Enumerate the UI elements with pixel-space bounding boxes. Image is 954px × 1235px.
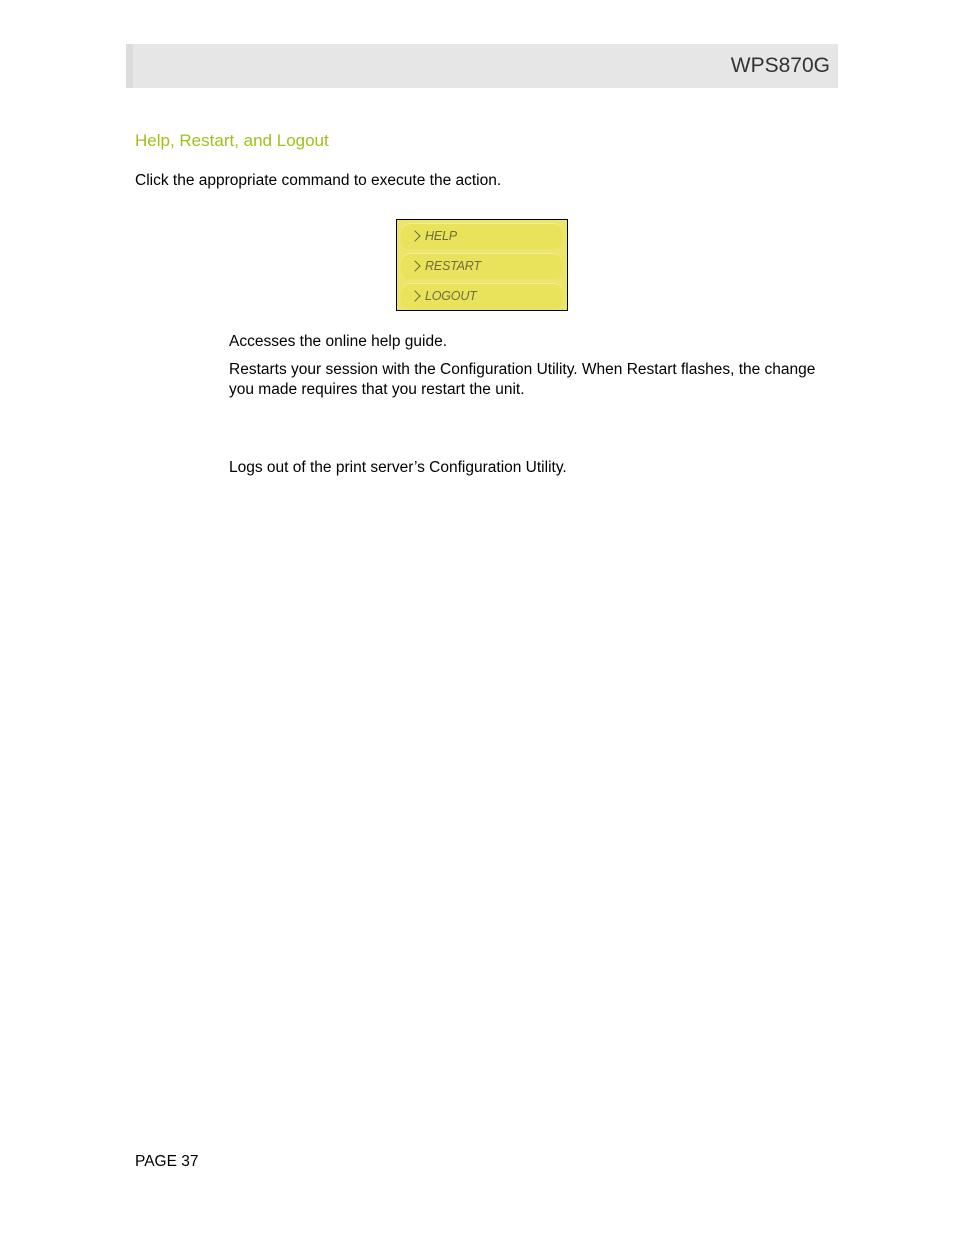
page-number: PAGE 37	[135, 1153, 199, 1170]
intro-text: Click the appropriate command to execute the action.	[135, 172, 502, 189]
restart-description: Restarts your session with the Configuration Utility. When Restart flashes, the change you made requires that you restart the unit.	[229, 361, 816, 398]
header-edge-decoration	[126, 44, 133, 88]
menu-item-label: HELP	[425, 229, 457, 243]
menu-item-logout[interactable]	[401, 283, 563, 309]
chevron-right-icon	[409, 260, 420, 271]
help-description: Accesses the online help guide.	[229, 333, 448, 350]
section-title: Help, Restart, and Logout	[135, 131, 329, 150]
menu-item-label: RESTART	[425, 259, 481, 273]
product-name: WPS870G	[730, 54, 830, 77]
logout-description: Logs out of the print server’s Configuration Utility.	[229, 459, 567, 476]
menu-item-label: LOGOUT	[425, 289, 477, 303]
chevron-right-icon	[409, 290, 420, 301]
menu-item-restart[interactable]	[401, 253, 563, 279]
page-header	[126, 44, 838, 88]
chevron-right-icon	[409, 230, 420, 241]
menu-item-help[interactable]	[401, 223, 563, 249]
command-menu-screenshot	[396, 219, 568, 311]
